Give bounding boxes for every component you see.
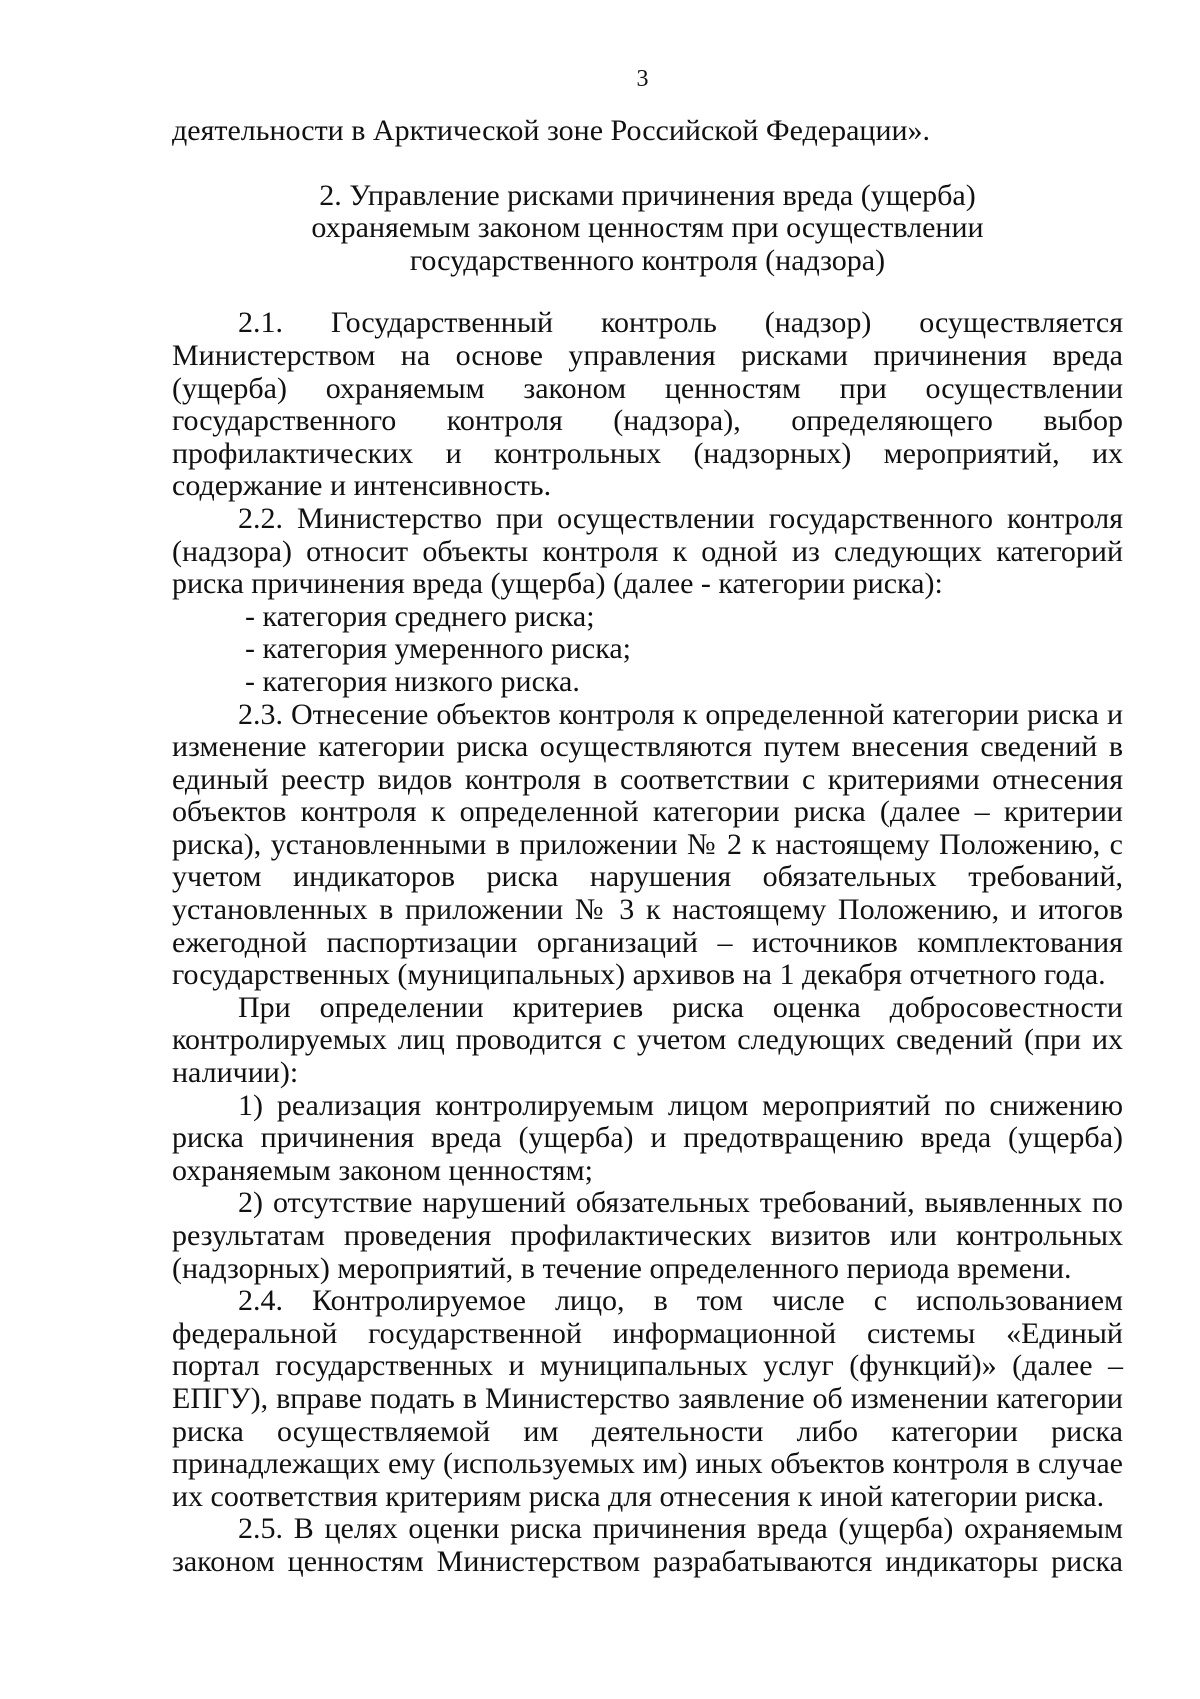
paragraph-criteria: При определении критериев риска оценка добросовестности контролируемых лиц проводится с учетом следующих сведений (при их наличии):	[172, 990, 1123, 1090]
paragraph-2-3: 2.3. Отнесение объектов контроля к определенной категории риска и изменение категории риска осуществляются путем внесения сведений в единый реестр видов контроля в соответствии с критериями отнесения объектов контроля к определенной категории риска (далее – критерии риска), установленными в приложении № 2 к настоящему Положению, с учетом индикаторов риска нарушения обязательных требований, установленных в приложении № 3 к настоящему Положению, и итогов ежегодной паспортизации организаций – источников комплектования государственных (муниципальных) архивов на 1 декабря отчетного года.	[172, 697, 1123, 992]
list-item: - категория умеренного риска;	[245, 632, 632, 666]
section-heading	[172, 180, 1123, 278]
document-body	[172, 115, 1123, 1579]
paragraph-2-4: 2.4. Контролируемое лицо, в том числе с использованием федеральной государственной информационной системы «Единый портал государственных и муниципальных услуг (функций)» (далее – ЕПГУ), вправе подать в Министерство заявление об изменении категории риска осуществляемой им деятельности либо категории риска принадлежащих ему (используемых им) иных объектов контроля в случае их соответствия критериям риска для отнесения к иной категории риска.	[172, 1284, 1123, 1513]
paragraph-item-1: 1) реализация контролируемым лицом мероприятий по снижению риска причинения вреда (ущерба) и предотвращению вреда (ущерба) охраняемым законом ценностям;	[172, 1088, 1123, 1187]
list-item: - категория низкого риска.	[245, 664, 580, 698]
list-item: - категория среднего риска;	[245, 599, 595, 633]
heading-line-1: 2. Управление рисками причинения вреда (ущерба)	[319, 178, 976, 212]
paragraph-2-5: 2.5. В целях оценки риска причинения вреда (ущерба) охраняемым законом ценностям Министерством разрабатываются индикаторы риска	[172, 1512, 1123, 1578]
heading-line-3: государственного контроля (надзора)	[409, 243, 886, 277]
paragraph-2-2: 2.2. Министерство при осуществлении государственного контроля (надзора) относит объекты контроля к одной из следующих категорий риска причинения вреда (ущерба) (далее - категории риска):	[172, 501, 1123, 601]
continuation-line: деятельности в Арктической зоне Российской Федерации».	[172, 114, 931, 147]
paragraph-item-2: 2) отсутствие нарушений обязательных требований, выявленных по результатам проведения профилактических визитов или контрольных (надзорных) мероприятий, в течение определенного периода времени.	[172, 1186, 1123, 1285]
paragraph-2-1: 2.1. Государственный контроль (надзор) осуществляется Министерством на основе управления рисками причинения вреда (ущерба) охраняемым законом ценностям при осуществлении государственного контроля (надзора), определяющего выбор профилактических и контрольных (надзорных) мероприятий, их содержание и интенсивность.	[172, 306, 1123, 503]
page-number: 3	[636, 66, 649, 92]
heading-line-2: охраняемым законом ценностям при осуществлении	[311, 211, 984, 245]
